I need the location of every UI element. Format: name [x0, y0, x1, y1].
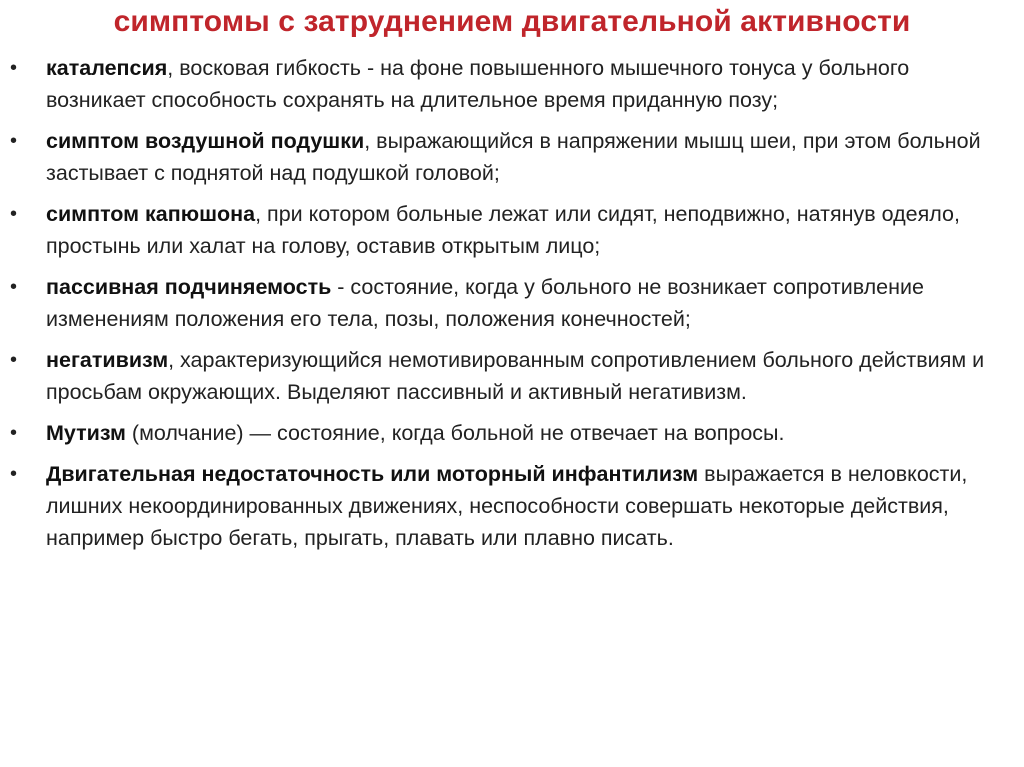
symptom-list — [0, 52, 1024, 563]
item-term: негативизм — [46, 348, 169, 372]
item-text: выражается в неловкости, лишних некоординированных движениях, неспособности совершать некоторые действия, например быстро бегать, прыгать, плавать или плавно писать. — [46, 462, 968, 550]
list-item-motor-insufficiency — [0, 458, 1024, 554]
item-term: симптом воздушной подушки — [46, 129, 365, 153]
bullet-icon: • — [10, 203, 18, 225]
item-term: пассивная подчиняемость — [46, 275, 332, 299]
item-text: (молчание) — состояние, когда больной не отвечает на вопросы. — [125, 421, 785, 445]
list-item-passive-obedience — [0, 271, 1024, 335]
item-text: , при котором больные лежат или сидят, неподвижно, натянув одеяло, простынь или халат на голову, оставив открытым лицо; — [46, 202, 960, 258]
item-term: Двигательная недостаточность или моторный инфантилизм — [46, 462, 699, 486]
item-text: , характеризующийся немотивированным сопротивлением больного действиям и просьбам окружающих. Выделяют пассивный и активный негативизм. — [46, 348, 985, 404]
list-item-air-pillow — [0, 125, 1024, 189]
item-text: - состояние, когда у больного не возникает сопротивление изменениям положения его тела, позы, положения конечностей; — [46, 275, 924, 331]
item-term: каталепсия — [46, 56, 168, 80]
slide-title: симптомы с затруднением двигательной активности — [113, 5, 911, 38]
bullet-icon: • — [10, 130, 18, 152]
bullet-icon: • — [10, 463, 18, 485]
item-term: Мутизм — [46, 421, 126, 445]
bullet-icon: • — [10, 349, 18, 371]
item-text: , восковая гибкость - на фоне повышенного мышечного тонуса у больного возникает способность сохранять на длительное время приданную позу; — [46, 56, 910, 112]
bullet-icon: • — [10, 276, 18, 298]
bullet-icon: • — [10, 422, 18, 444]
list-item-mutism — [0, 417, 1024, 449]
bullet-icon: • — [10, 57, 18, 79]
list-item-negativism — [0, 344, 1024, 408]
list-item-hood — [0, 198, 1024, 262]
list-item-catalepsy — [0, 52, 1024, 116]
item-term: симптом капюшона — [46, 202, 256, 226]
item-text: , выражающийся в напряжении мышц шеи, при этом больной застывает с поднятой над подушкой головой; — [46, 129, 981, 185]
